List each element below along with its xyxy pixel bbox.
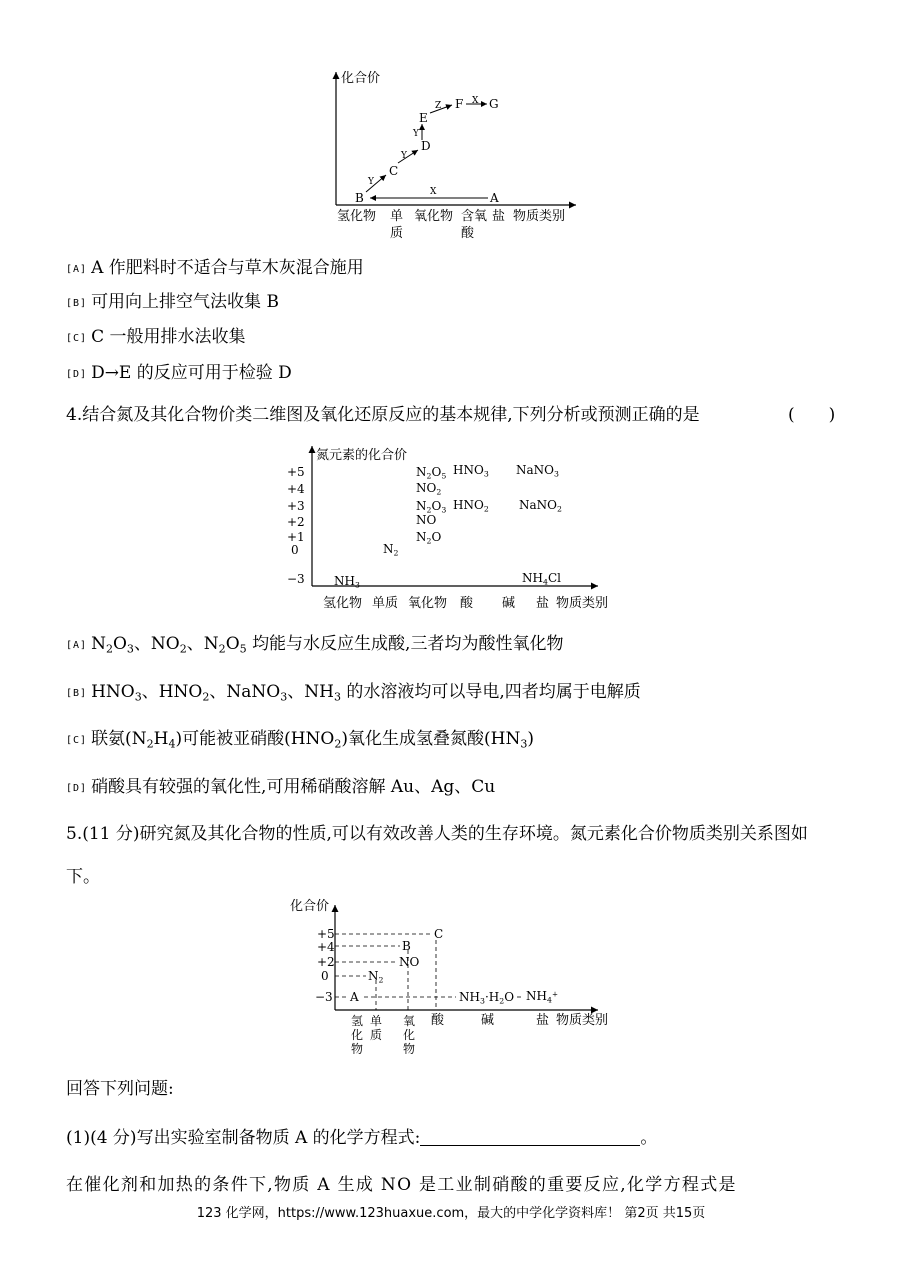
species-NO: NO [416, 513, 437, 527]
category-label: 氧化物 [408, 596, 448, 611]
point-F: F [455, 97, 464, 111]
species-A: A [350, 990, 359, 1004]
species-N2: $N_2$ [368, 969, 384, 985]
species-NO: NO [399, 955, 420, 969]
species-C: C [434, 927, 444, 941]
category-label: 酸 [431, 1013, 445, 1028]
category-label: 氧 化 物 [402, 1014, 415, 1056]
q3-option-b[interactable]: [B] 可用向上排空气法收集 B [66, 292, 279, 312]
species-HNO3: $HNO_3$ [453, 463, 489, 479]
point-B: B [355, 191, 364, 205]
arrow-label: Y [413, 129, 419, 139]
category-label: 盐 [536, 1013, 550, 1028]
species-N2: $N_2$ [383, 542, 399, 558]
category-label: 酸 [461, 226, 475, 241]
category-label: 含氧 [461, 209, 488, 224]
q4-stem: 4.结合氮及其化合物价类二维图及氧化还原反应的基本规律,下列分析或预测正确的是 [66, 405, 700, 425]
valence-tick: 0 [291, 543, 299, 557]
category-label: 单质 [372, 596, 399, 611]
species-N2O5: $N_2O_5$ [416, 465, 447, 481]
q3-option-c[interactable]: [C] C 一般用排水法收集 [66, 327, 246, 347]
species-N2O: $N_2O$ [416, 530, 442, 546]
arrow-label: Y [401, 151, 407, 161]
valence-tick: −3 [315, 990, 333, 1004]
diagram3-ylabel: 化合价 [290, 899, 330, 914]
q4-option-d[interactable]: [D] 硝酸具有较强的氧化性,可用稀硝酸溶解 Au、Ag、Cu [66, 777, 496, 797]
diagram3-xlabel: 物质类别 [556, 1013, 609, 1028]
answer-blank[interactable] [420, 1129, 640, 1146]
valence-tick: +2 [287, 515, 305, 529]
valence-tick: +4 [317, 940, 335, 954]
point-D: D [421, 139, 431, 153]
diagram2-xlabel: 物质类别 [556, 596, 609, 611]
diagram2-ylabel: 氮元素的化合价 [316, 448, 408, 463]
category-label: 碱 [502, 596, 516, 611]
diagram1-xlabel: 物质类别 [513, 209, 566, 224]
species-NH3: $NH_3$ [334, 574, 360, 590]
species-NH3-H2O: $NH_3\cdot H_2O$ [459, 990, 515, 1006]
arrow-label: Y [368, 177, 374, 187]
valence-tick: 0 [321, 969, 329, 983]
category-label: 氢化物 [323, 596, 363, 611]
arrow-label: X [430, 187, 437, 197]
category-label: 氢化物 [337, 209, 377, 224]
species-HNO2: $HNO_2$ [453, 498, 489, 514]
q4-option-a[interactable]: [A] $N_2O_3$、$NO_2$、$N_2O_5$ 均能与水反应生成酸,三者均为酸性氧化物 [66, 634, 564, 656]
q5-stem-line1: 5.(11 分)研究氮及其化合物的性质,可以有效改善人类的生存环境。氮元素化合价物质类别关系图如 [66, 824, 808, 844]
category-label: 质 [390, 226, 404, 241]
q4-option-c[interactable]: [C] 联氨$(N_2H_4)$可能被亚硝酸$(HNO_2)$氧化生成氢叠氮酸$(HN_3)$ [66, 729, 535, 751]
category-label: 单 质 [369, 1014, 382, 1042]
species-NO2: $NO_2$ [416, 481, 442, 497]
valence-tick: +5 [317, 927, 335, 941]
category-label: 氢 化 物 [350, 1014, 363, 1056]
q5-stem-line2: 下。 [66, 867, 100, 887]
valence-tick: +5 [287, 465, 305, 479]
category-label: 单 [390, 209, 404, 224]
category-label: 酸 [460, 596, 474, 611]
valence-tick: +1 [287, 530, 305, 544]
arrow-label: X [472, 96, 479, 106]
q5-part2: 在催化剂和加热的条件下,物质 A 生成 NO 是工业制硝酸的重要反应,化学方程式是 [66, 1175, 737, 1195]
point-G: G [489, 97, 499, 111]
category-label: 氧化物 [414, 209, 454, 224]
species-N2O3: $N_2O_3$ [416, 499, 447, 515]
species-NH4+: $NH_4^+$ [526, 989, 558, 1005]
diagram1-ylabel: 化合价 [341, 71, 381, 86]
arrow-label: Z [435, 101, 442, 111]
species-NH4Cl: $NH_4Cl$ [522, 571, 561, 587]
q5-part1: (1)(4 分)写出实验室制备物质 A 的化学方程式: 。 [66, 1128, 658, 1148]
point-A: A [490, 191, 499, 205]
category-label: 盐 [492, 209, 506, 224]
q4-option-b[interactable]: [B] $HNO_3$、$HNO_2$、NaNO$_3$、$NH_3$ 的水溶液均可以导电,四者均属于电解质 [66, 682, 641, 704]
valence-tick: +4 [287, 482, 305, 496]
species-NaNO2: NaNO$_2$ [519, 498, 562, 514]
species-NaNO3: NaNO$_3$ [516, 463, 559, 479]
q3-option-d[interactable]: [D] D→E 的反应可用于检验 D [66, 363, 292, 383]
page-footer: 123 化学网，https://www.123huaxue.com，最大的中学化学资料库！ 第2页 共15页 [196, 1206, 706, 1221]
category-label: 盐 [536, 596, 550, 611]
valence-tick: +3 [287, 499, 305, 513]
category-label: 碱 [481, 1013, 495, 1028]
answer-prompt: 回答下列问题: [66, 1079, 174, 1099]
q4-answer-paren: ( ) [788, 405, 836, 425]
species-B: B [402, 939, 411, 953]
point-E: E [419, 111, 428, 125]
q3-option-a[interactable]: [A] A 作肥料时不适合与草木灰混合施用 [66, 258, 364, 278]
valence-tick: +2 [317, 955, 335, 969]
valence-tick: −3 [287, 572, 305, 586]
point-C: C [389, 164, 399, 178]
